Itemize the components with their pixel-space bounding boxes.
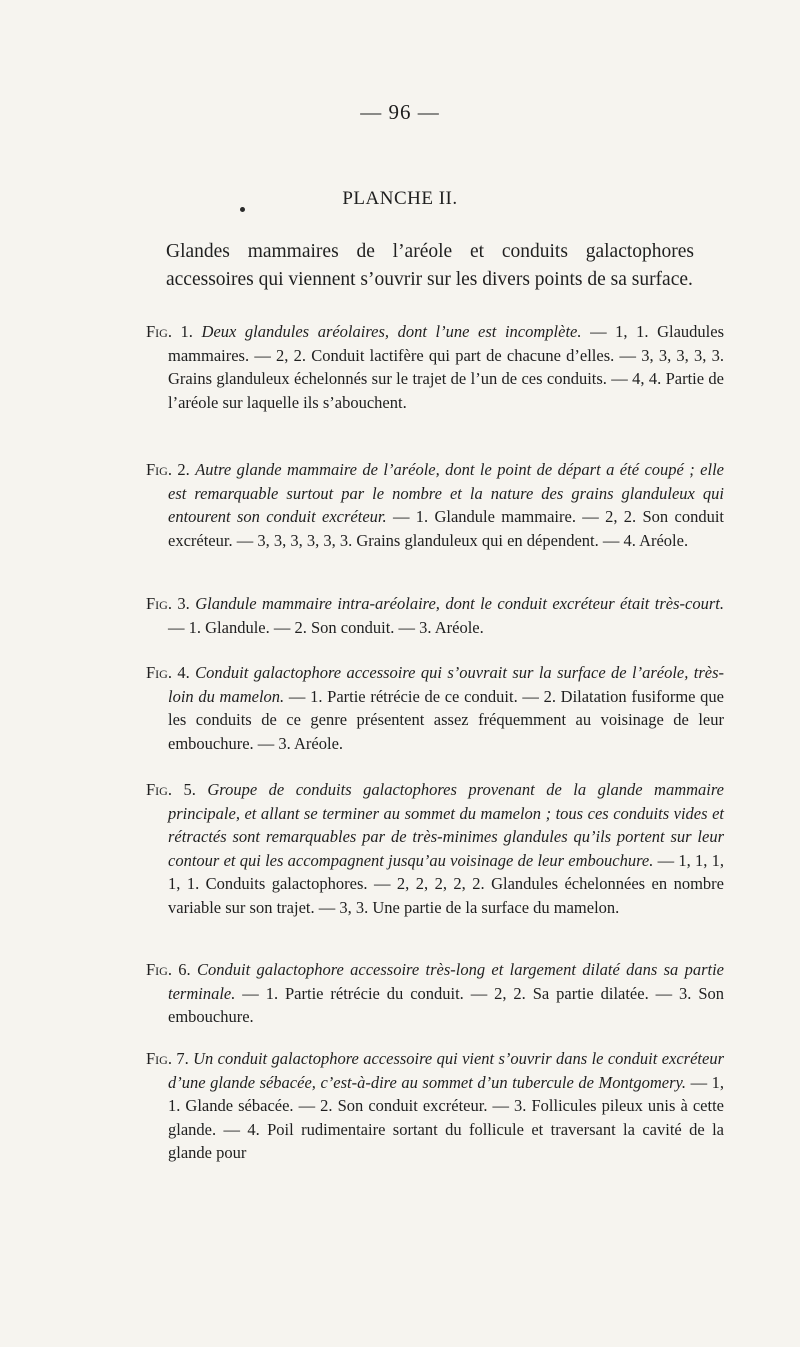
figure-legend: — 1. Partie rétrécie du conduit. — 2, 2. Sa partie dilatée. — 3. Son embouchure. xyxy=(168,983,725,1026)
figure-caption-6 xyxy=(146,958,724,1029)
figure-label: Fig. 2. xyxy=(146,460,190,479)
figure-legend: — 1. Partie rétrécie de ce conduit. — 2. Dilatation fusiforme que les conduits de ce genre présentent assez fréquemment au voisinage de leur embouchure. — 3. Aréole. xyxy=(168,686,724,753)
figure-caption-7 xyxy=(146,1047,724,1165)
figure-label: Fig. 3. xyxy=(146,594,190,613)
plate-description: Glandes mammaires de l’aréole et conduits galactophores accessoires qui viennent s’ouvrir sur les divers points de sa surface. xyxy=(166,241,694,290)
figure-legend: — 1. Glandule. — 2. Son conduit. — 3. Aréole. xyxy=(168,617,484,637)
figure-caption-5 xyxy=(146,778,724,919)
figure-caption-1 xyxy=(146,320,724,414)
figure-title: Autre glande mammaire de l’aréole, dont le point de départ a été coupé ; elle est remarquable surtout par le nombre et la nature des grains glanduleux qui entourent son conduit excréteur. xyxy=(168,460,724,526)
figure-title: Groupe de conduits galactophores provenant de la glande mammaire principale, et allant se terminer au sommet du mamelon ; tous ces conduits vides et rétractés sont remarquables par de très-minimes glandules qu’ils portent sur leur contour et qui les accompagnent jusqu’au voisinage de leur embouchure. xyxy=(168,780,724,870)
page-number: — 96 — xyxy=(360,100,440,124)
figure-title: Conduit galactophore accessoire très-long et largement dilaté dans sa partie terminale. xyxy=(168,960,725,1003)
figure-label: Fig. 7. xyxy=(146,1049,189,1068)
figure-caption-4 xyxy=(146,661,724,755)
figure-title: Deux glandules aréolaires, dont l’une est incomplète. xyxy=(201,322,582,341)
figure-label: Fig. 6. xyxy=(146,960,191,979)
figure-legend: — 1. Glandule mammaire. — 2, 2. Son conduit excréteur. — 3, 3, 3, 3, 3, 3. Grains glanduleux qui en dépendent. — 4. Aréole. xyxy=(168,507,724,550)
figure-caption-3 xyxy=(146,592,724,639)
figure-label: Fig. 1. xyxy=(146,322,193,341)
figure-caption-2 xyxy=(146,458,724,552)
figure-legend: — 1, 1, 1, 1, 1. Conduits galactophores. — 2, 2, 2, 2, 2. Glandules échelonnées en nombre variable sur son trajet. — 3, 3. Une partie de la surface du mamelon. xyxy=(168,850,725,917)
figure-title: Conduit galactophore accessoire qui s’ouvrait sur la surface de l’aréole, très-loin du mamelon. xyxy=(168,663,725,706)
figure-legend: — 1, 1. Glande sébacée. — 2. Son conduit excréteur. — 3. Follicules pileux unis à cette glande. — 4. Poil rudimentaire sortant du follicule et traversant la cavité de la glande pour xyxy=(168,1072,724,1162)
plate-title: PLANCHE II. xyxy=(342,188,458,209)
figure-title: Glandule mammaire intra-aréolaire, dont le conduit excréteur était très-court. xyxy=(195,594,724,613)
figure-legend: — 1, 1. Glaudules mammaires. — 2, 2. Conduit lactifère qui part de chacune d’elles. — 3, 3, 3, 3, 3. Grains glanduleux échelonnés sur le trajet de l’un de ces conduits. — 4, 4. Partie de l’aréole sur laquelle ils s’abouchent. xyxy=(168,322,725,412)
figure-label: Fig. 4. xyxy=(146,663,190,682)
figure-title: Un conduit galactophore accessoire qui vient s’ouvrir dans le conduit excréteur d’une glande sébacée, c’est-à-dire au sommet d’un tubercule de Montgomery. xyxy=(168,1049,725,1092)
figure-label: Fig. 5. xyxy=(146,780,196,799)
